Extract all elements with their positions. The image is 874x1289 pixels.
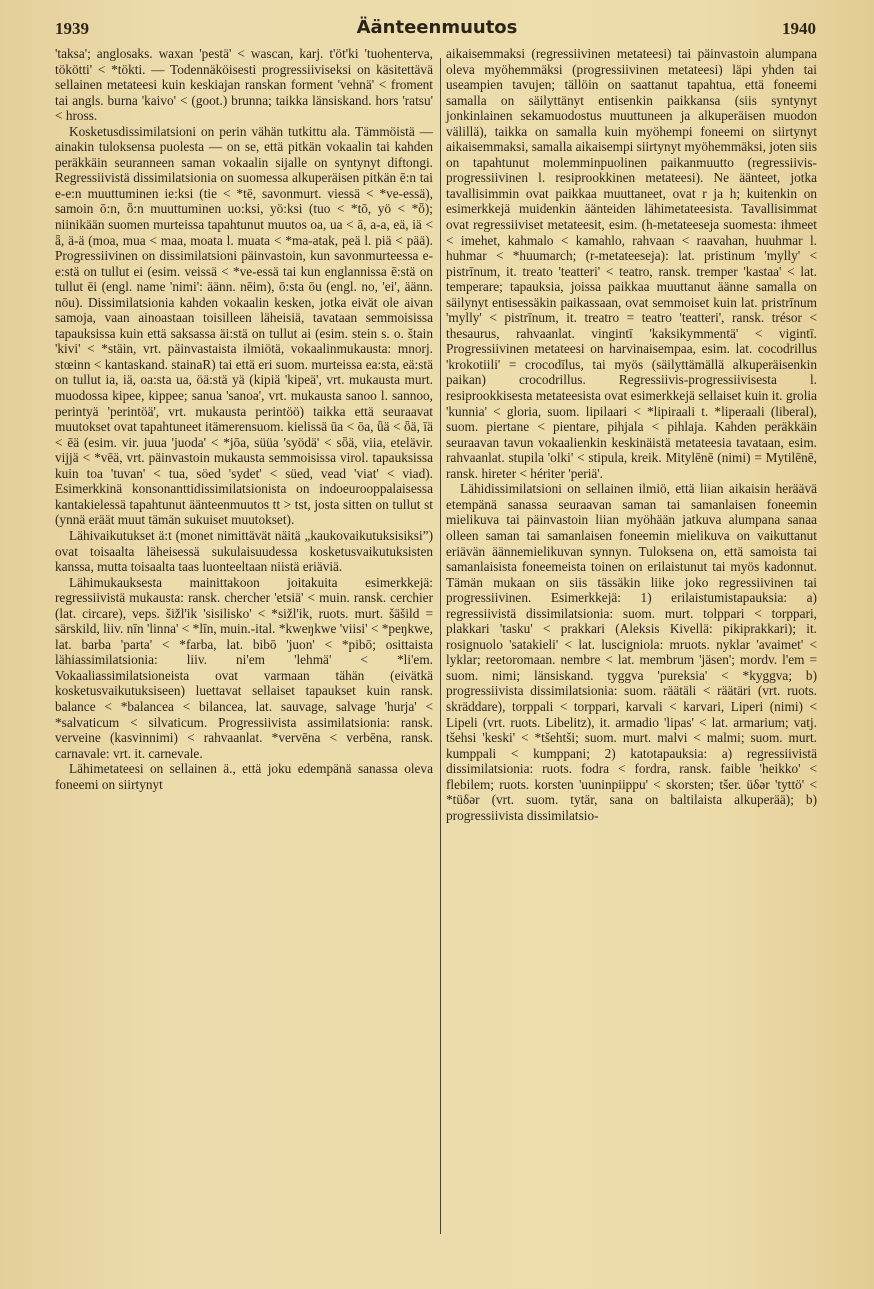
right-page-number: 1940 — [782, 19, 816, 38]
paragraph: aikaisemmaksi (regressiivinen metateesi) tai päinvastoin alumpana oleva myöhemmäksi (progressiivinen metateesi) läpi yhden tai useampien tavujen; tällöin on saattanut tapahtua, että foneemi samalla on säilyttänyt entisenkin paikkansa (siis syntynyt jonkinlainen sekamuodostus muuttuneen ja alkuperäisen muodon välillä), taikka on samalla kuin myöhempi foneemi on siirtynyt aikaisemmaksi, samalla aikaisempi siirtynyt myöhemmäksi, joten siis on tapahtunut molemminpuolinen paikanmuutto (regressiivis-progressiivinen l. resiprookkinen metateesi). Ne äänteet, jotka tavallisimmin ovat paikkaa muuttaneet, ovat r ja h; kuitenkin on esimerkkejä muidenkin äänteiden lähimetateesista. Tavallisimmat ovat regressiiviset metateesit, esim. (h-metateeseja suomesta: ihmeet < imehet, kahmalo < kamahlo, rahvaan < raavahan, huuhmar l. huhmar < *huumarch; (r-metateeseja): lat. pristinum 'mylly' < pistrīnum, it. treato 'teatteri' < teatro, ransk. tremper 'kastaa' < lat. temperare; tapauksia, joissa paikkaa muuttanut äänne samalla on säilynyt entisessäkin paikassaan, ovat semmoiset kuin lat. pristrīnum 'mylly' < pistrīnum, it. treatro = teatro 'teatteri', ransk. trésor < thesaurus, rahvaanlat. vingintī 'kaksikymmentä' < vigintī. Progressiivinen metateesi on harvinaisempaa, esim. lat. cocodrillus 'krokotiili' = crocodīlus, tai myös (säilyttämällä alkuperäisenkin paikan) crocodrillus. Regressiivis-progressiivisesta l. resiprookkisesta metateesista ovat esimerkkejä sellaiset kuin it. grolia 'kunnia' < gloria, suom. lipilaari < *lipiraali t. *liperaali (liberal), suom. piertane < pientare, pihjala < pihlaja. Kahden peräkkäin seuraavan tavun vokaalienkin keskinäistä metateesia tavataan, esim. rahvaanlat. stupila 'olki' < stipula, kreik. Mitylēnē (nimi) = Mytilēnē, ransk. hireter < hériter 'periä'. — [446, 46, 817, 481]
running-title: Äänteenmuutos — [356, 17, 518, 38]
left-page-number: 1939 — [55, 19, 89, 38]
right-text-column — [446, 46, 817, 823]
paragraph: Lähimetateesi on sellainen ä., että joku edempänä sanassa oleva foneemi on siirtynyt — [55, 761, 433, 792]
paragraph: 'taksa'; anglosaks. waxan 'pestä' < wascan, karj. t'öt'ki 'tuohenterva, tökötti' < *tökti. — Todennäköisesti progressiiviseksi on käsitettävä sellainen metateesi kuin keskiajan ranskan forment 'vehnä' < froment tai angls. burna 'kaivo' < (goot.) brunna; taikka länsiskand. hors 'ratsu' < hross. — [55, 46, 433, 124]
paragraph: Lähidissimilatsioni on sellainen ilmiö, että liian aikaisin heräävä etempänä sanassa seuraavan saman tai samanlaisen foneemin mielikuva tai päinvastoin liian myöhään jatkuva alumpana sanaa olleen saman tai samanlaisen foneemin mielikuva on vaikuttanut eriävän äännemielikuvan synnyn. Tuloksena on, että samoista tai samanlaisista foneemeista toinen on erilaistunut tai myös kadonnut. Tämän mukaan on siis tässäkin liike joko regressiivinen tai progressiivinen. Esimerkkejä: 1) erilaistumistapauksia: a) regressiivistä dissimilatsionia: suom. murt. tolppari < torppari, plakkari 'tasku' < prakkari (Aleksis Kivellä: pikiprakkari); it. rosignuolo 'satakieli' < lat. luscigniola: mruots. nyklar 'avaimet' < lyklar; reetoromaan. nembre < lat. membrum 'jäsen'; mordv. l'em = suom. nimi; länsiskand. tyggva 'pureksia' < *kyggva; b) progressiivista dissimilatsionia: suom. räätäli < räätäri (vrt. ruots. skräddare), torppali < torppari, karvali < karvari, Liperi (nimi) < Lipeli (vrt. ruots. Libelitz), it. armadio 'lipas' < lat. armarium; vatj. tšehsi 'keski' < *tšehtši; suom. murt. malvi < malmi; suom. murt. kumppali < kumppani; 2) katotapauksia: a) regressiivistä dissimilatsionia: ruots. fodra < fordra, ransk. faible 'heikko' < flebilem; ruots. korsten 'uuninpiippu' < skorsten; tšer. üδər 'tyttö' < *tüδər (vrt. suom. tytär, sana on baltilaista alkuperää); b) progressiivista dissimilatsio- — [446, 481, 817, 823]
paragraph: Lähivaikutukset ä:t (monet nimittävät näitä „kaukovaikutuksisiksi”) ovat toisaalta läheisessä sukulaisuudessa kosketusvaikutuksisten kanssa, mutta toisaalta taas luonteeltaan niistä eriäviä. — [55, 527, 433, 575]
paragraph: Lähimukauksesta mainittakoon joitakuita esimerkkejä: regressiivistä mukausta: ransk. chercher 'etsiä' < muin. ransk. cerchier (lat. circare), veps. šižl'ik 'sisilisko' < *sižl'ik, ruots. murt. šäšild = särskild, liiv. nīn 'linna' < *līn, muin.-ital. *kweŋkwe 'viisi' < *peŋkwe, lat. barba 'parta' < *farba, lat. bibō 'juon' < *pibō; osittaista lähiassimilatsionia: liiv. ni'em 'lehmä' < *li'em. Vokaaliassimilatsioneista ovat varmaan tähän (eivätkä kosketusvaikutuksiseen) luettavat sellaiset tapaukset kuin ransk. balance < *balancea < bilancea, lat. sauvage, salvage 'hurja' < *salvaticum < silvaticum. Progressiivista assimilatsionia: ransk. verveine (kasvinnimi) < rahvaanlat. *vervēna < verbēna, ransk. carnavale: vrt. it. carnevale. — [55, 574, 433, 761]
paragraph: Kosketusdissimilatsioni on perin vähän tutkittu ala. Tämmöistä — ainakin tuloksensa puolesta — on se, että pitkän vokaalin tai kahden peräkkäin seuranneen saman vokaalin sijalle on syntynyt diftongi. Regressiivistä dissimilatsionia on suomessa alkuperäisen pitkän ē:n tai e-e:n muuttuminen ie:ksi (tie < *tē, savonmurt. viessä < *ve-essä), samoin ō:n, ȫ:n muuttuminen uo:ksi, yö:ksi (tuo < *tō, yö < *ȫ); niinikään suomen murteissa tapahtunut muutos oa, ua < ā, a-a, eä, iä < ǟ, ä-ä (moa, mua < maa, moata l. muata < *ma-atak, peä l. piä < pää). Progressiivinen on dissimilatsioni päinvastoin, kun savonmurteessa e-e:stä on tullut ei (esim. veissä < *ve-essä tai kun englannissa ē:stä on tullut ēi (engl. name 'nimi': äänn. nēim), ō:sta ōu (engl. no, 'ei', äänn. nōu). Dissimilatsionia kahden vokaalin kesken, jotka eivät ole aivan samoja, vaan ainoastaan toisilleen läheisiä, tavataan semmoisissa tapauksissa kuin että saksassa äi:stä on tullut ai (esim. stein s. o. štain 'kivi' < *stäin, vrt. päinvastaista ilmiötä, vokaalinmukausta: mnorj. stœinn < kantaskand. stainaR) tai että eri suom. murteissa ea:sta, eä:stä on tullut ia, iä, oa:sta ua, öä:stä yä (kipiä 'kipeä', vrt. mukausta murt. muodossa kipee, kippee; sanua 'sanoa', vrt. mukausta sanoo l. sannoo, perintyä 'perintöä', vrt. mukausta perintöö) taikka että seuraavat muutokset ovat tapahtuneet itämerensuom. kielissä ūa < ōa, ǖä < ȫä, īä < ēä (esim. vir. juua 'juoda' < *jōa, süüa 'syödä' < sȫä, viia, etelävir. vijjä < *vēä, vrt. päinvastoin mukausta semmoisissa virol. tapauksissa kuin toa 'tuvan' < tua, söed 'sydet' < süed, vead 'viat' < viad). Esimerkkinä konsonanttidissimilatsionista on indoeurooppalaisessa kantakielessä tapahtunut äänteenmuutos tt > tst, josta sitten on tullut st (ynnä eräät muut tämän sukuiset muutokset). — [55, 123, 433, 528]
column-divider — [440, 58, 441, 1234]
left-text-column — [55, 46, 433, 792]
